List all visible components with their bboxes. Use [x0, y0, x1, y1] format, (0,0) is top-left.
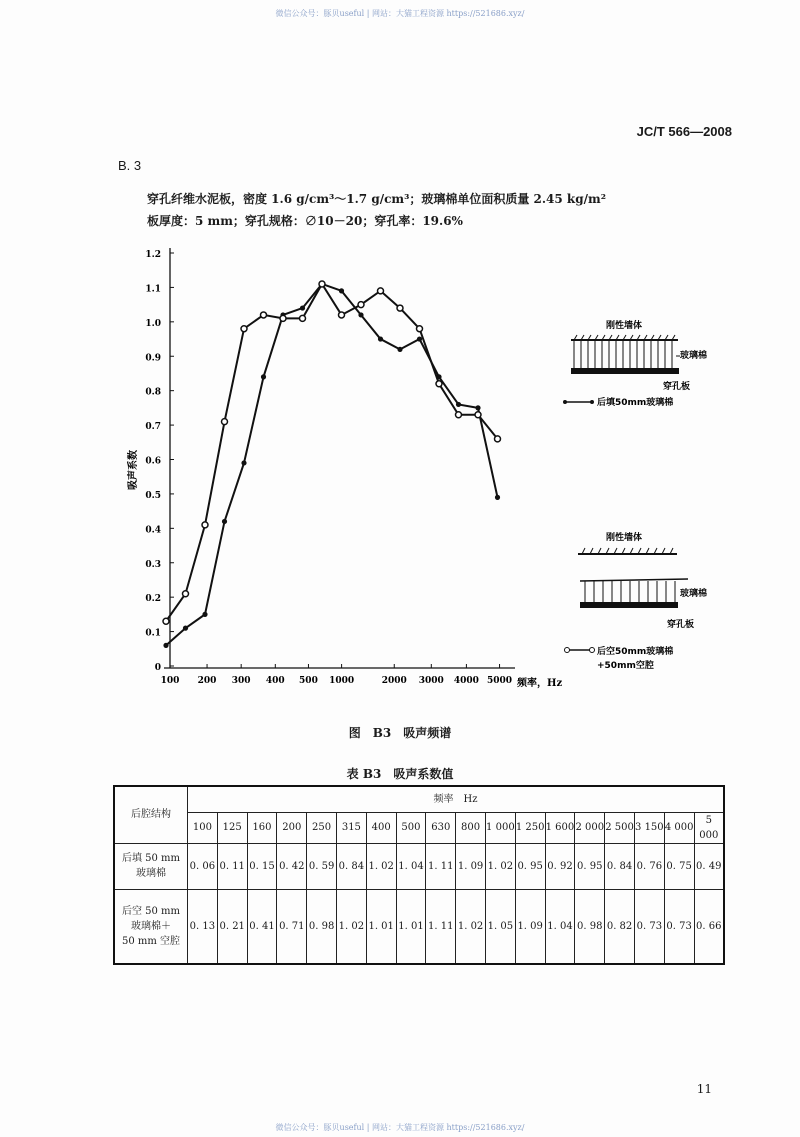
- value-cell: 0. 59: [307, 843, 337, 889]
- diagram1-wool-label: 玻璃棉: [680, 351, 708, 361]
- y-tick-label: 1.2: [145, 250, 161, 260]
- row-label-line: 后空 50 mm: [121, 905, 181, 917]
- x-tick-label: 400: [265, 676, 285, 686]
- watermark-top: 微信公众号：豚贝useful | 网站：大猫工程资源 https://521686.xyz/: [275, 9, 525, 18]
- y-tick-label: 0.8: [145, 387, 161, 398]
- figure-caption: 图 B3 吸声频谱: [348, 726, 452, 740]
- data-point: [202, 522, 208, 528]
- row-label: [114, 843, 188, 889]
- value-cell: 1. 04: [396, 843, 426, 889]
- freq-cell: 200: [277, 812, 307, 843]
- y-tick-label: 0.1: [145, 628, 161, 639]
- data-point: [436, 381, 442, 387]
- x-tick-label: 5000: [487, 676, 513, 686]
- data-point: [202, 612, 207, 617]
- value-cell: 0. 95: [575, 843, 605, 889]
- y-tick-label: 0.7: [145, 422, 161, 433]
- freq-cell: 315: [336, 812, 366, 843]
- value-cell: 1. 02: [485, 843, 515, 889]
- x-tick-label: 300: [231, 676, 251, 686]
- diagram2-wool-label: 玻璃棉: [680, 589, 708, 599]
- value-cell: 1. 09: [456, 843, 486, 889]
- data-point: [495, 436, 501, 442]
- value-cell: 0. 98: [575, 889, 605, 964]
- y-tick-label: 0.5: [145, 490, 161, 501]
- freq-cell: 5 000: [694, 812, 724, 843]
- y-tick-label: 0.3: [145, 559, 161, 570]
- row-label-line: 玻璃棉: [136, 868, 166, 879]
- value-cell: 0. 13: [188, 889, 218, 964]
- freq-cell: 125: [217, 812, 247, 843]
- freq-cell: 2 500: [605, 812, 635, 843]
- data-point: [300, 305, 305, 310]
- x-tick-label: 500: [299, 676, 318, 686]
- diagram2-legend-1: 后空50mm玻璃棉: [597, 647, 674, 657]
- freq-cell: 1 000: [485, 812, 515, 843]
- y-tick-label: 0.2: [145, 594, 161, 605]
- description-line-1: 穿孔纤维水泥板，密度 1.6 g/cm³～1.7 g/cm³；玻璃棉单位面积质量 2.45 kg/m²: [147, 192, 606, 206]
- y-tick-label: 0.6: [145, 456, 161, 467]
- diagram-filled: [563, 319, 707, 408]
- value-cell: 0. 66: [694, 889, 724, 964]
- data-point: [300, 315, 306, 321]
- freq-header: 频率 Hz: [188, 786, 725, 812]
- row-label-line: 玻璃棉＋: [131, 920, 171, 932]
- data-point: [495, 495, 500, 500]
- x-tick-label: 4000: [453, 676, 479, 686]
- value-cell: 0. 41: [247, 889, 277, 964]
- data-point: [163, 618, 169, 624]
- y-tick-label: 0.4: [145, 525, 161, 536]
- data-point: [475, 405, 480, 410]
- value-cell: 1. 02: [336, 889, 366, 964]
- value-cell: 1. 04: [545, 889, 575, 964]
- chart-marks: [163, 281, 501, 648]
- value-cell: 0. 75: [664, 843, 694, 889]
- freq-cell: 500: [396, 812, 426, 843]
- x-tick-label: 2000: [381, 676, 407, 686]
- data-point: [183, 626, 188, 631]
- description-line-2: 板厚度：5 mm；穿孔规格：∅10－20；穿孔率：19.6%: [147, 214, 463, 228]
- y-axis-label: 吸声系数: [128, 450, 139, 490]
- diagram1-board-label: 穿孔板: [663, 382, 691, 392]
- value-cell: 0. 11: [217, 843, 247, 889]
- data-point: [456, 412, 462, 418]
- diagram2-legend-2: +50mm空腔: [597, 661, 654, 671]
- diagram2-board-label: 穿孔板: [667, 620, 695, 630]
- x-tick-label: 3000: [418, 676, 444, 686]
- value-cell: 1. 01: [396, 889, 426, 964]
- row-label-line: 50 mm 空腔: [121, 935, 181, 947]
- row-header: 后腔结构: [114, 786, 188, 843]
- data-point: [222, 419, 228, 425]
- freq-cell: 400: [366, 812, 396, 843]
- freq-cell: 1 250: [515, 812, 545, 843]
- freq-cell: 3 150: [634, 812, 664, 843]
- y-tick-label: 1.1: [145, 284, 161, 295]
- x-axis-label: 频率，Hz: [517, 678, 563, 689]
- freq-cell: 630: [426, 812, 456, 843]
- value-cell: 1. 09: [515, 889, 545, 964]
- data-point: [456, 402, 461, 407]
- value-cell: 1. 02: [366, 843, 396, 889]
- data-point: [280, 315, 286, 321]
- value-cell: 0. 92: [545, 843, 575, 889]
- freq-cell: 100: [188, 812, 218, 843]
- data-point: [241, 326, 247, 332]
- data-point: [222, 519, 227, 524]
- data-point: [397, 347, 402, 352]
- series-line-1: [166, 284, 498, 621]
- value-cell: 0. 95: [515, 843, 545, 889]
- value-cell: 1. 01: [366, 889, 396, 964]
- table-caption: 表 B3 吸声系数值: [346, 767, 454, 781]
- x-tick-label: 100: [160, 676, 180, 686]
- value-cell: 0. 49: [694, 843, 724, 889]
- diagram2-wall-label: 刚性墙体: [606, 533, 643, 543]
- value-cell: 0. 76: [634, 843, 664, 889]
- section-number: B. 3: [118, 158, 142, 173]
- data-point: [397, 305, 403, 311]
- x-tick-label: 1000: [329, 676, 355, 686]
- value-cell: 0. 84: [336, 843, 366, 889]
- data-point: [319, 281, 325, 287]
- value-cell: 1. 05: [485, 889, 515, 964]
- data-point: [339, 312, 345, 318]
- freq-cell: 800: [456, 812, 486, 843]
- freq-cell: 160: [247, 812, 277, 843]
- data-point: [358, 312, 363, 317]
- x-tick-label: 200: [197, 676, 217, 686]
- freq-cell: 2 000: [575, 812, 605, 843]
- diagram1-legend: 后填50mm玻璃棉: [597, 398, 674, 408]
- value-cell: 0. 82: [605, 889, 635, 964]
- data-point: [183, 591, 189, 597]
- diagram-cavity: [565, 531, 708, 671]
- value-cell: 0. 73: [664, 889, 694, 964]
- value-cell: 1. 11: [426, 889, 456, 964]
- value-cell: 1. 02: [456, 889, 486, 964]
- y-tick-label: 0.9: [145, 353, 161, 364]
- data-point: [475, 412, 481, 418]
- value-cell: 1. 11: [426, 843, 456, 889]
- value-cell: 0. 15: [247, 843, 277, 889]
- data-point: [417, 336, 422, 341]
- absorption-table: [113, 785, 725, 965]
- value-cell: 0. 06: [188, 843, 218, 889]
- freq-cell: 4 000: [664, 812, 694, 843]
- value-cell: 0. 71: [277, 889, 307, 964]
- watermark-bottom: 微信公众号：豚贝useful | 网站：大猫工程资源 https://521686.xyz/: [275, 1123, 525, 1132]
- value-cell: 0. 42: [277, 843, 307, 889]
- data-point: [358, 302, 364, 308]
- data-point: [241, 460, 246, 465]
- row-label: [114, 889, 188, 964]
- y-tick-label: 0: [154, 663, 161, 673]
- value-cell: 0. 84: [605, 843, 635, 889]
- data-point: [417, 326, 423, 332]
- row-label-line: 后填 50 mm: [121, 853, 181, 864]
- value-cell: 0. 21: [217, 889, 247, 964]
- value-cell: 0. 73: [634, 889, 664, 964]
- freq-cell: 1 600: [545, 812, 575, 843]
- y-tick-label: 1.0: [145, 318, 161, 329]
- data-point: [163, 643, 168, 648]
- data-point: [378, 336, 383, 341]
- data-point: [378, 288, 384, 294]
- page-number: 11: [696, 1082, 712, 1096]
- data-point: [339, 288, 344, 293]
- data-point: [261, 374, 266, 379]
- chart-axes: [145, 248, 515, 686]
- data-point: [261, 312, 267, 318]
- value-cell: 0. 98: [307, 889, 337, 964]
- standard-number: JC/T 566—2008: [636, 124, 732, 139]
- freq-cell: 250: [307, 812, 337, 843]
- diagram1-wall-label: 刚性墙体: [606, 321, 643, 331]
